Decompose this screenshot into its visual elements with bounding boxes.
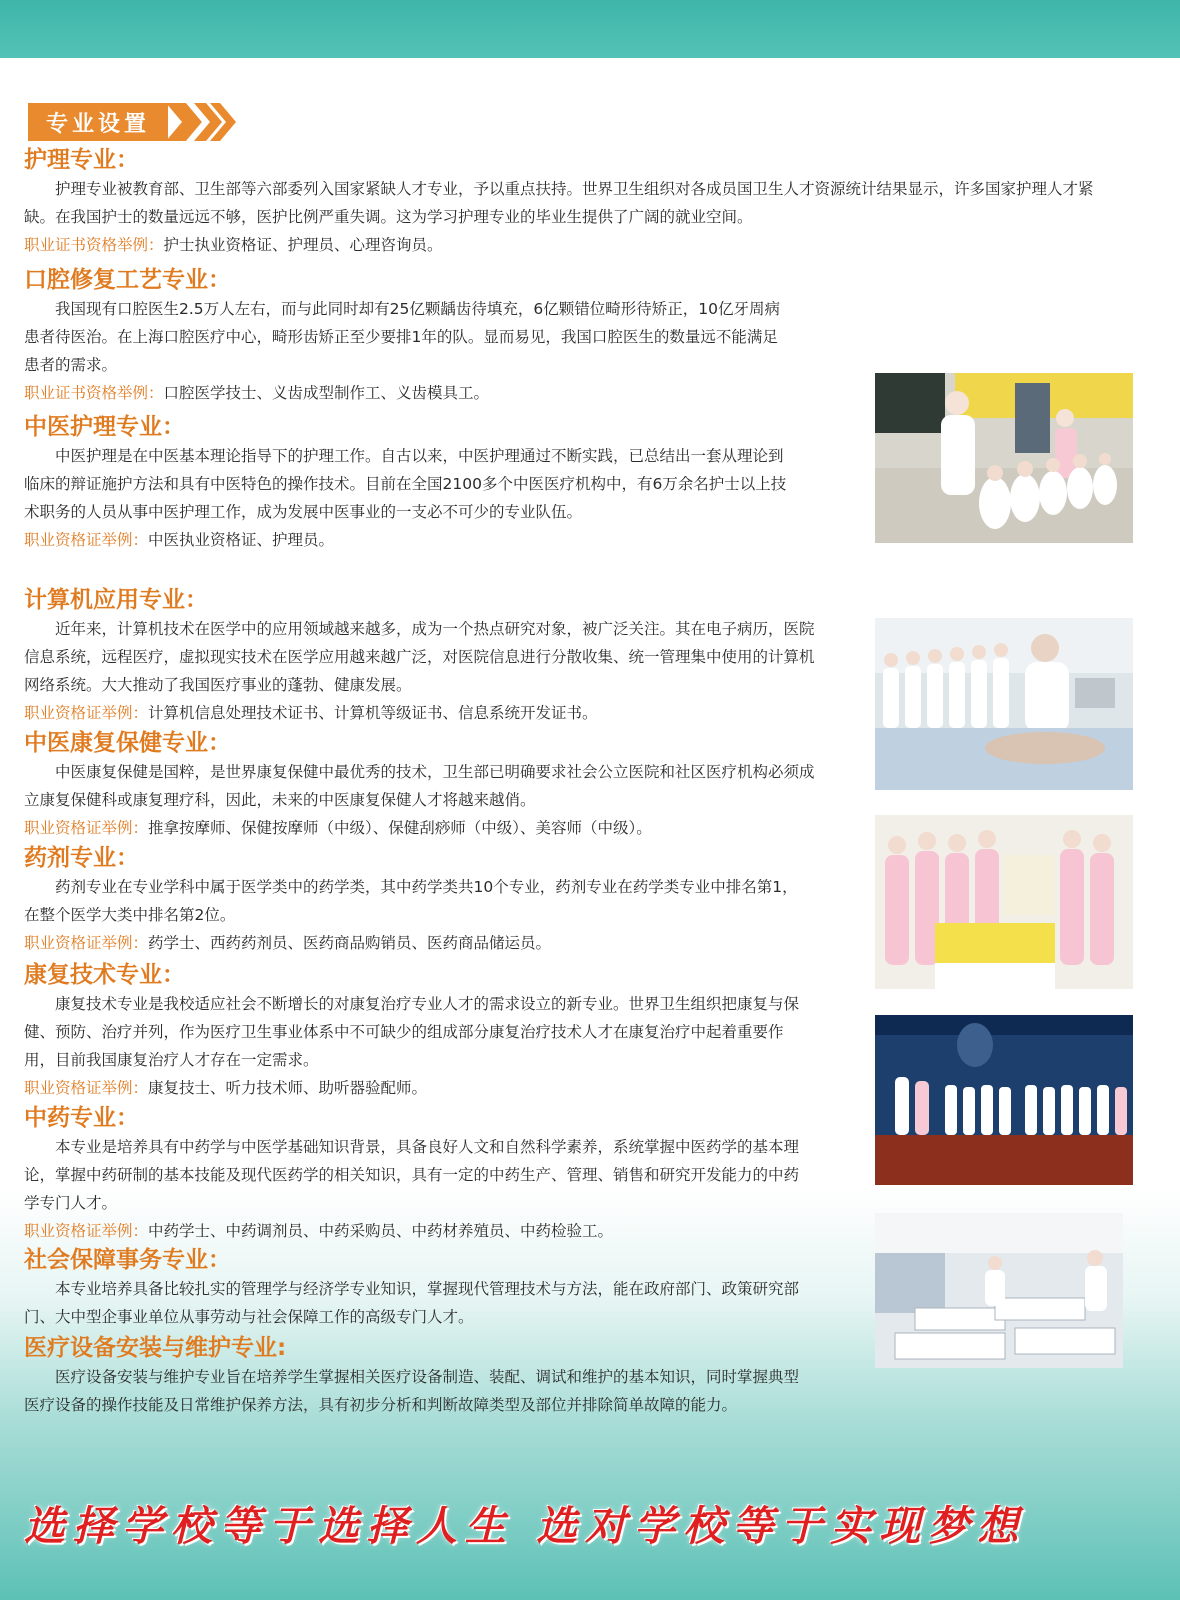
major-description: 中医康复保健是国粹，是世界康复保健中最优秀的技术，卫生部已明确要求社会公立医院和社区医疗机构必须成立康复保健科或康复理疗科，因此，未来的中医康复保健人才将越来越俏。 (24, 763, 815, 809)
major-description: 本专业培养具备比较扎实的管理学与经济学专业知识，掌握现代管理技术与方法，能在政府部门、政策研究部门、大中型企事业单位从事劳动与社会保障工作的高级专门人才。 (24, 1280, 800, 1326)
cert-label: 职业资格证举例： (24, 819, 149, 837)
major-nursing (24, 145, 1124, 259)
photo-hospital-ward (875, 1213, 1123, 1368)
major-description: 中医护理是在中医基本理论指导下的护理工作。自古以来，中医护理通过不断实践，已总结出一套从理论到临床的辩证施护方法和具有中医特色的操作技术。目前在全国2100多个中医医疗机构中，有6万余名护士以上技术职务的人员从事中医护理工作，成为发展中医事业的一支必不可少的专业队伍。 (24, 447, 787, 521)
major-title: 康复技术专业： (24, 962, 185, 988)
section-header-tag (28, 103, 238, 141)
major-title: 中药专业： (24, 1105, 139, 1131)
section-header-label: 专业设置 (45, 110, 150, 137)
cert-value: 康复技士、听力技术师、助听器验配师。 (148, 1079, 428, 1097)
major-medical-equipment (24, 1333, 804, 1419)
cert-label: 职业资格证举例： (24, 1079, 149, 1097)
major-description: 近年来，计算机技术在医学中的应用领域越来越多，成为一个热点研究对象，被广泛关注。其在电子病历，医院信息系统，远程医疗，虚拟现实技术在医学应用越来越广泛，对医院信息进行分散收集、统一管理集中使用的计算机网络系统。大大推动了我国医疗事业的蓬勃、健康发展。 (24, 620, 815, 694)
top-color-band (0, 0, 1180, 58)
cert-label: 职业资格证举例： (24, 531, 149, 549)
cert-label: 职业资格证举例： (24, 704, 149, 722)
major-title: 中医康复保健专业： (24, 730, 231, 756)
major-certificates (24, 1217, 804, 1245)
cert-value: 中医执业资格证、护理员。 (148, 531, 335, 549)
section-header-box (28, 103, 168, 141)
cert-label: 职业资格证举例： (24, 934, 149, 952)
major-certificates (24, 929, 804, 957)
photo-nursing-class (875, 815, 1133, 989)
photo-stage-performance (875, 1015, 1133, 1185)
major-rehab-technology (24, 960, 804, 1102)
major-description: 康复技术专业是我校适应社会不断增长的对康复治疗专业人才的需求设立的新专业。世界卫生组织把康复与保健、预防、治疗并列，作为医疗卫生事业体系中不可缺少的组成部分康复治疗技术人才在康复治疗中起着重要作用，目前我国康复治疗人才存在一定需求。 (24, 995, 800, 1069)
major-tcm-nursing (24, 412, 794, 554)
cert-value: 计算机信息处理技术证书、计算机等级证书、信息系统开发证书。 (148, 704, 598, 722)
major-chinese-pharmacy (24, 1103, 804, 1245)
cert-value: 口腔医学技士、义齿成型制作工、义齿模具工。 (163, 384, 490, 402)
cert-value: 中药学士、中药调剂员、中药采购员、中药材养殖员、中药检验工。 (148, 1222, 614, 1240)
cert-value: 药学士、西药药剂员、医药商品购销员、医药商品储运员。 (148, 934, 552, 952)
major-social-security (24, 1245, 804, 1331)
footer-slogan: 选择学校等于选择人生 选对学校等于实现梦想 (24, 1502, 1027, 1550)
major-description: 药剂专业在专业学科中属于医学类中的药学类，其中药学类共10个专业，药剂专业在药学类专业中排名第1，在整个医学大类中排名第2位。 (24, 878, 798, 924)
major-title: 社会保障事务专业： (24, 1247, 231, 1273)
major-title: 中医护理专业： (24, 414, 185, 440)
major-certificates (24, 814, 824, 842)
cert-label: 职业证书资格举例： (24, 236, 164, 254)
major-certificates (24, 699, 824, 727)
major-certificates (24, 526, 794, 554)
cert-value: 推拿按摩师、保健按摩师（中级）、保健刮痧师（中级）、美容师（中级）。 (148, 819, 652, 837)
major-pharmacy (24, 843, 804, 957)
major-certificates (24, 1074, 804, 1102)
chevron-arrows-icon (166, 103, 238, 141)
major-title: 口腔修复工艺专业： (24, 267, 231, 293)
major-computer-application (24, 585, 824, 727)
photo-cpr-training (875, 618, 1133, 790)
cert-value: 护士执业资格证、护理员、心理咨询员。 (163, 236, 443, 254)
major-description: 护理专业被教育部、卫生部等六部委列入国家紧缺人才专业，予以重点扶持。世界卫生组织对各成员国卫生人才资源统计结果显示，许多国家护理人才紧缺。在我国护士的数量远远不够，医护比例严重失调。这为学习护理专业的毕业生提供了广阔的就业空间。 (24, 180, 1094, 226)
major-certificates (24, 379, 784, 407)
major-dental-restoration (24, 265, 784, 407)
major-description: 我国现有口腔医生2.5万人左右，而与此同时却有25亿颗龋齿待填充，6亿颗错位畸形待矫正，10亿牙周病患者待医治。在上海口腔医疗中心，畸形齿矫正至少要排1年的队。显而易见，我国口腔医生的数量远不能满足患者的需求。 (24, 300, 780, 374)
major-title: 药剂专业： (24, 845, 139, 871)
major-description: 医疗设备安装与维护专业旨在培养学生掌握相关医疗设备制造、装配、调试和维护的基本知识，同时掌握典型医疗设备的操作技能及日常维护保养方法，具有初步分析和判断故障类型及部位并排除简单故障的能力。 (24, 1368, 800, 1414)
major-description: 本专业是培养具有中药学与中医学基础知识背景，具备良好人文和自然科学素养，系统掌握中医药学的基本理论，掌握中药研制的基本技能及现代医药学的相关知识，具有一定的中药生产、管理、销售和研究开发能力的中药学专门人才。 (24, 1138, 800, 1212)
photo-nursing-practice (875, 373, 1133, 543)
major-title: 医疗设备安装与维护专业: (24, 1335, 287, 1361)
cert-label: 职业证书资格举例： (24, 384, 164, 402)
major-title: 护理专业： (24, 147, 139, 173)
cert-label: 职业资格证举例： (24, 1222, 149, 1240)
major-tcm-rehab-health (24, 728, 824, 842)
major-certificates (24, 231, 1124, 259)
major-title: 计算机应用专业： (24, 587, 208, 613)
